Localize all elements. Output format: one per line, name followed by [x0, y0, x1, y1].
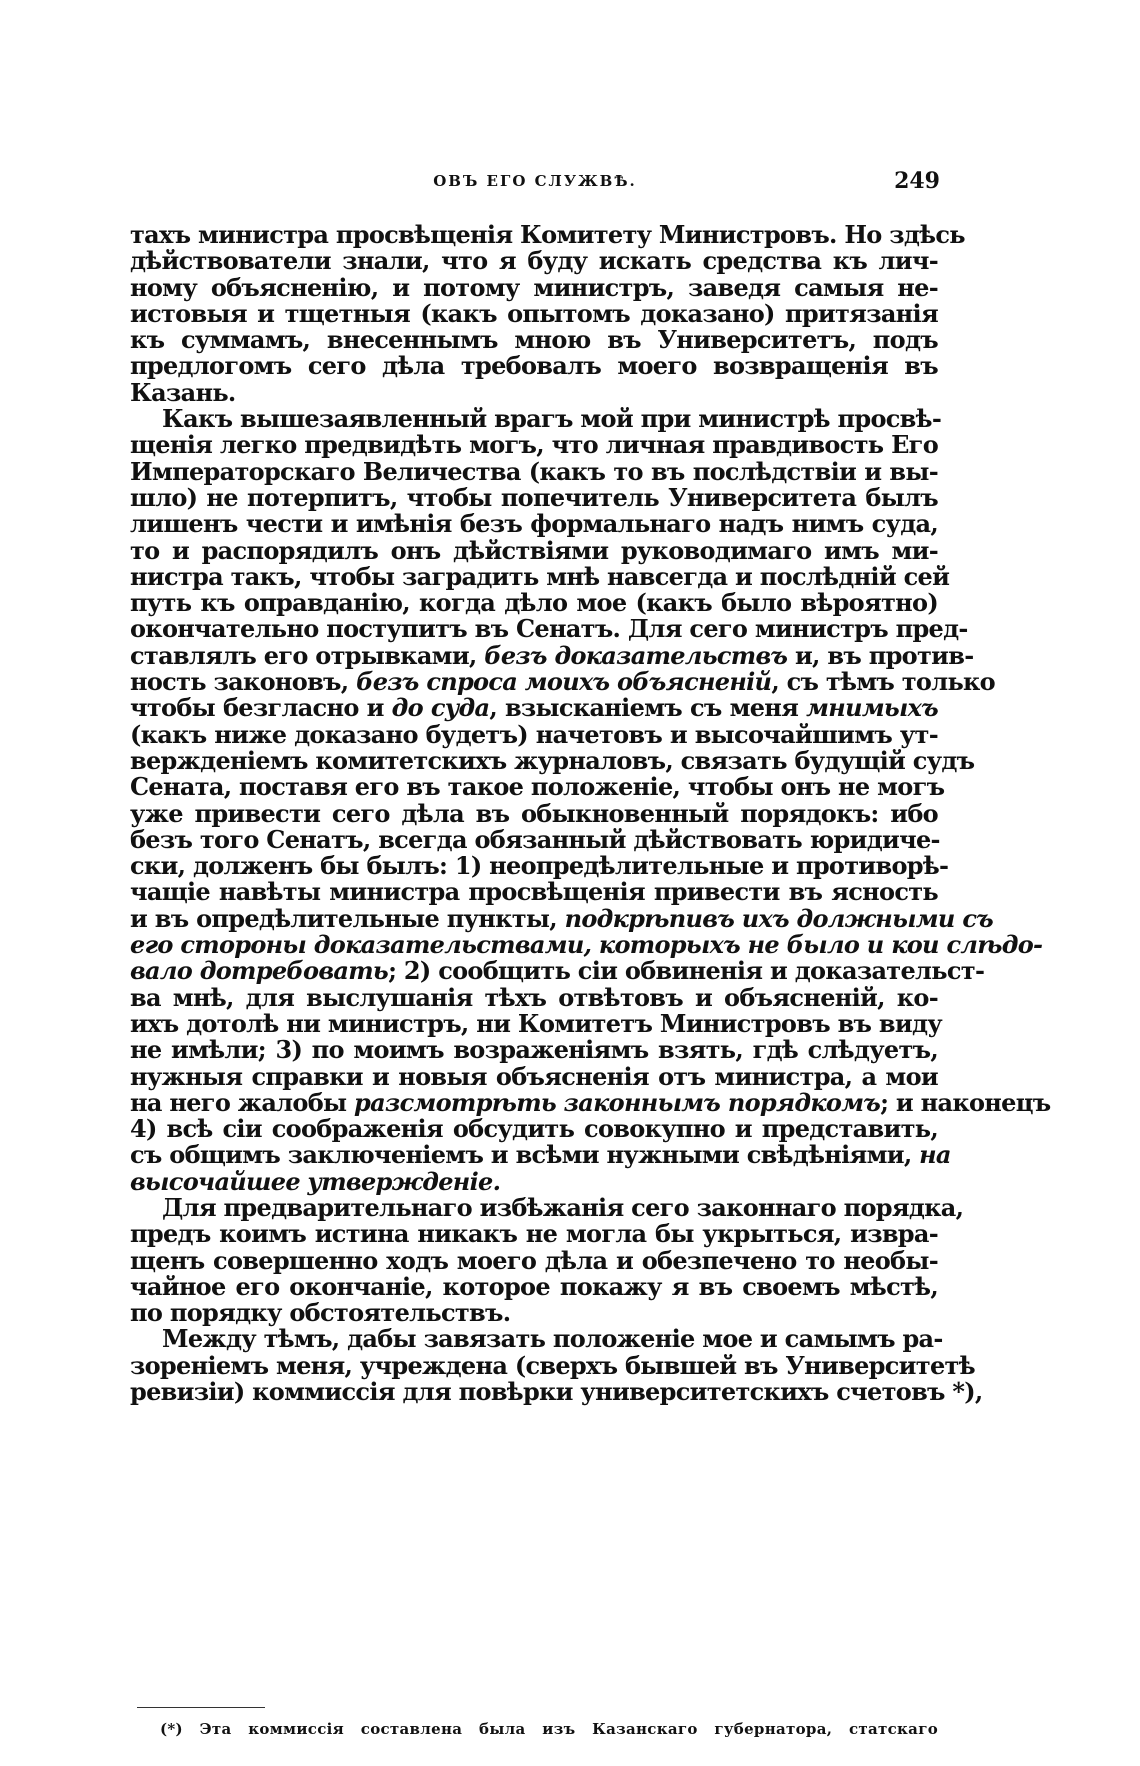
text-line: то и распорядилъ онъ дѣйствіями руководимаго имъ ми-	[130, 535, 938, 565]
text-line: Для предварительнаго избѣжанія сего законнаго порядка,	[162, 1192, 964, 1222]
text-span: чтобы безгласно и	[130, 693, 392, 723]
footnote: (*) Эта коммиссія составлена была изъ Казанскаго губернатора, статскаго	[160, 1720, 938, 1738]
italic-span: безъ доказательствъ	[484, 640, 788, 670]
text-span: , взысканіемъ съ меня	[489, 693, 807, 723]
text-line: шло) не потерпитъ, чтобы попечитель Университета былъ	[130, 482, 938, 512]
text-line: Императорскаго Величества (какъ то въ послѣдствіи и вы-	[130, 456, 938, 486]
text-span: и въ опредѣлительные пункты,	[130, 903, 565, 933]
text-line: ски, долженъ бы былъ: 1) неопредѣлительные и противорѣ-	[130, 851, 949, 881]
text-line: ва мнѣ, для выслушанія тѣхъ отвѣтовъ и объясненій, ко-	[130, 982, 938, 1012]
italic-span: безъ спроса моихъ объясненій	[356, 667, 772, 697]
text-line: щенъ совершенно ходъ моего дѣла и обезпечено то необы-	[130, 1245, 938, 1275]
text-line	[130, 695, 938, 721]
text-line: нужныя справки и новыя объясненія отъ министра, а мои	[130, 1061, 938, 1091]
text-span: ность законовъ,	[130, 667, 357, 697]
body-text	[130, 220, 1051, 1407]
text-span: и, въ против-	[787, 640, 974, 670]
text-line: 4) всѣ сіи соображенія обсудить совокупно и представить,	[130, 1114, 938, 1144]
text-line: лишенъ чести и имѣнія безъ формальнаго надъ нимъ суда,	[130, 509, 938, 539]
text-line: окончательно поступитъ въ Сенатъ. Для сего министръ пред-	[130, 614, 968, 644]
italic-span: подкрѣпивъ ихъ должными съ	[564, 903, 993, 933]
text-line	[130, 667, 995, 697]
text-line: Между тѣмъ, дабы завязать положеніе мое и самымъ ра-	[162, 1324, 943, 1354]
running-head: ОВЪ ЕГО СЛУЖВѢ.	[433, 172, 637, 190]
text-line: Казань.	[130, 377, 236, 407]
text-line: чащіе навѣты министра просвѣщенія привести въ ясность	[130, 877, 938, 907]
text-line: ихъ дотолѣ ни министръ, ни Комитетъ Министровъ въ виду	[130, 1008, 942, 1038]
text-line: уже привести сего дѣла въ обыкновенный порядокъ: ибо	[130, 798, 938, 828]
text-line	[130, 930, 1043, 960]
text-line: предлогомъ сего дѣла требовалъ моего возвращенія въ	[130, 351, 938, 381]
text-line: дѣйствователи знали, что я буду искать средства къ лич-	[130, 246, 938, 276]
text-span: , съ тѣмъ только	[771, 667, 995, 697]
text-line	[130, 1087, 1051, 1117]
text-line: Какъ вышезаявленный врагъ мой при министрѣ просвѣ-	[162, 404, 942, 434]
text-line: безъ того Сенатъ, всегда обязанный дѣйствовать юридиче-	[130, 824, 940, 854]
text-line	[130, 903, 993, 933]
italic-span: до суда	[391, 693, 490, 723]
text-line: по порядку обстоятельствъ.	[130, 1298, 511, 1328]
text-line: Сената, поставя его въ такое положеніе, чтобы онъ не могъ	[130, 772, 945, 802]
text-line: вержденіемъ комитетскихъ журналовъ, связать будущій судъ	[130, 745, 975, 775]
text-line: къ суммамъ, внесеннымъ мною въ Университетъ, подъ	[130, 325, 938, 355]
text-span: ставлялъ его отрывками,	[130, 640, 485, 670]
italic-span: разсмотрѣть законнымъ порядкомъ	[354, 1087, 881, 1117]
text-line	[130, 1140, 951, 1170]
text-line: истовыя и тщетныя (какъ опытомъ доказано) притязанія	[130, 298, 938, 328]
footnote-divider	[137, 1707, 265, 1708]
text-line: щенія легко предвидѣть могъ, что личная правдивость Его	[130, 430, 938, 460]
text-line: ревизіи) коммиссія для повѣрки университетскихъ счетовъ *),	[130, 1377, 983, 1407]
italic-span: на	[919, 1140, 951, 1170]
text-line: нистра такъ, чтобы заградить мнѣ навсегда и послѣдній сей	[130, 561, 950, 591]
italic-span: высочайшее утвержденіе.	[130, 1166, 501, 1196]
italic-span: мнимыхъ	[806, 693, 939, 723]
page-header	[130, 168, 940, 198]
text-line: ному объясненію, и потому министръ, заведя самыя не-	[130, 272, 938, 302]
text-line	[130, 1166, 938, 1196]
text-line	[130, 956, 985, 986]
italic-span: его стороны доказательствами, которыхъ не было и кои слѣдо-	[130, 930, 1043, 960]
text-line: путь къ оправданію, когда дѣло мое (какъ было вѣроятно)	[130, 588, 938, 618]
page-number: 249	[894, 168, 940, 194]
text-line: чайное его окончаніе, которое покажу я въ своемъ мѣстѣ,	[130, 1271, 938, 1301]
italic-span: вало дотребовать	[130, 956, 389, 986]
text-line: не имѣли; 3) по моимъ возраженіямъ взять, гдѣ слѣдуетъ,	[130, 1035, 938, 1065]
text-span: ; и наконецъ	[880, 1087, 1051, 1117]
text-span: ; 2) сообщить сіи обвиненія и доказательст-	[388, 956, 985, 986]
text-line: (какъ ниже доказано будетъ) начетовъ и высочайшимъ ут-	[130, 719, 938, 749]
text-line: предъ коимъ истина никакъ не могла бы укрыться, извра-	[130, 1219, 938, 1249]
text-line	[130, 640, 974, 670]
text-line: зореніемъ меня, учреждена (сверхъ бывшей въ Университетѣ	[130, 1350, 975, 1380]
text-span: съ общимъ заключеніемъ и всѣми нужными свѣдѣніями,	[130, 1140, 920, 1170]
text-span: на него жалобы	[130, 1087, 355, 1117]
text-line: тахъ министра просвѣщенія Комитету Министровъ. Но здѣсь	[130, 220, 965, 249]
